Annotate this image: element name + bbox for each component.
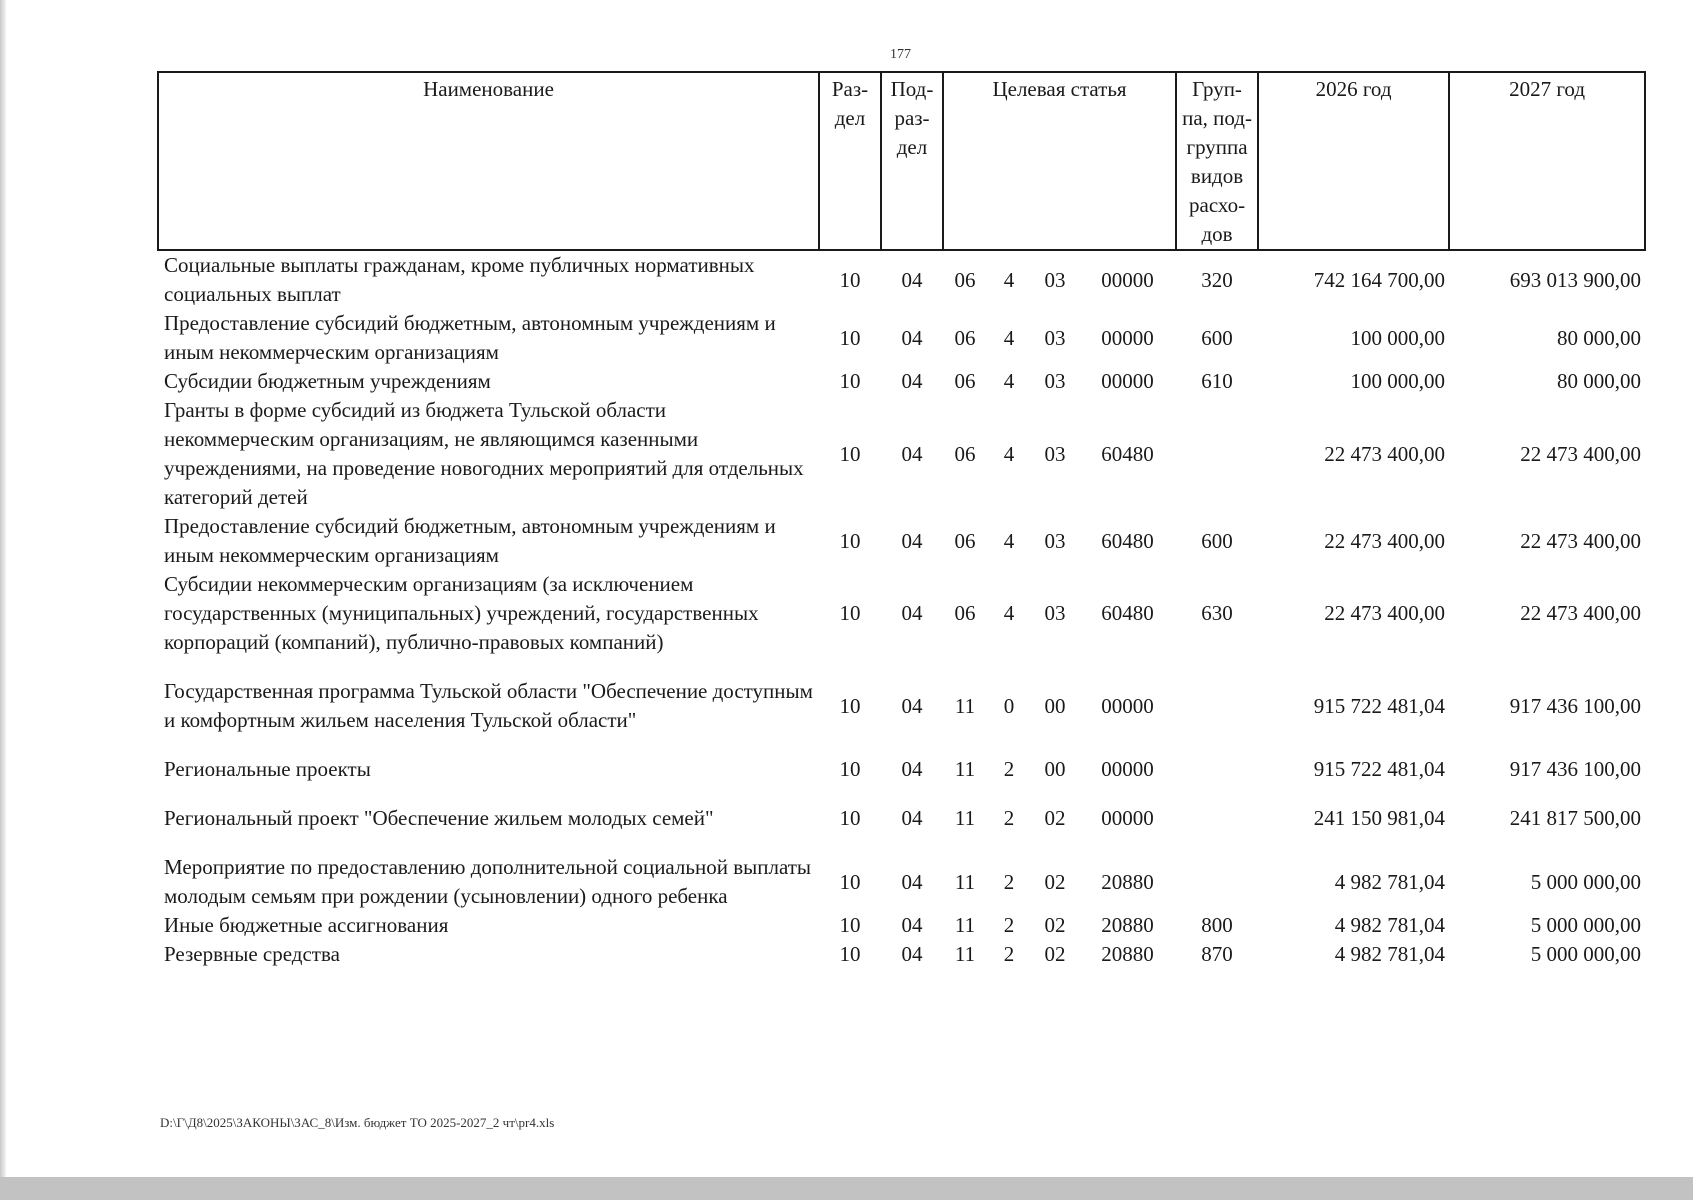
cell-target-direction: 20880 — [1101, 942, 1154, 966]
header-year-2026: 2026 год — [1258, 72, 1449, 250]
cell-target-type: 4 — [1003, 528, 1015, 553]
cell-target-program: 11 — [954, 693, 976, 718]
table-row — [158, 735, 1645, 784]
cell-amount-2026: 241 150 981,04 — [1313, 806, 1446, 830]
header-podrazdel: Под- раз- дел — [881, 72, 943, 250]
cell-razdel: 10 — [839, 601, 861, 625]
cell-razdel: 10 — [839, 441, 861, 466]
cell-amount-2027: 22 473 400,00 — [1520, 528, 1642, 553]
cell-podrazdel: 04 — [901, 942, 923, 966]
cell-target-element: 03 — [1044, 267, 1066, 292]
table-row — [158, 512, 1645, 570]
cell-target-type: 2 — [1003, 913, 1015, 937]
cell-target-direction: 00000 — [1101, 757, 1154, 781]
table-row — [158, 570, 1645, 657]
cell-expense-group: 870 — [1201, 942, 1233, 966]
cell-name: Региональные проекты — [164, 757, 371, 781]
cell-target-program: 11 — [954, 869, 976, 894]
table-row — [158, 940, 1645, 969]
cell-razdel: 10 — [839, 913, 861, 937]
cell-target-element: 03 — [1044, 441, 1066, 466]
cell-amount-2026: 742 164 700,00 — [1313, 267, 1446, 292]
cell-target-program: 06 — [954, 601, 976, 625]
cell-podrazdel: 04 — [901, 369, 923, 393]
cell-amount-2027: 80 000,00 — [1557, 369, 1642, 393]
cell-target-element: 03 — [1044, 325, 1066, 350]
cell-target-type: 2 — [1003, 757, 1015, 781]
cell-target-program: 11 — [954, 913, 976, 937]
cell-target-element: 02 — [1044, 806, 1066, 830]
cell-name: Предоставление субсидий бюджетным, автономным учреждениям и иным некоммерческим организациям — [164, 514, 776, 567]
cell-target-program: 11 — [954, 806, 976, 830]
table-row — [158, 657, 1645, 735]
cell-target-program: 06 — [954, 369, 976, 393]
cell-target-type: 4 — [1003, 325, 1015, 350]
cell-amount-2027: 5 000 000,00 — [1530, 942, 1642, 966]
cell-name: Социальные выплаты гражданам, кроме публичных нормативных социальных выплат — [164, 253, 755, 306]
table-row — [158, 833, 1645, 911]
footer-file-path: D:\Г\Д8\2025\ЗАКОНЫ\ЗАС_8\Изм. бюджет ТО 2025-2027_2 чт\pr4.xls — [160, 1115, 555, 1130]
cell-amount-2026: 4 982 781,04 — [1334, 869, 1446, 894]
cell-amount-2027: 22 473 400,00 — [1520, 441, 1642, 466]
cell-name: Субсидии некоммерческим организациям (за исключением государственных (муниципальных) учреждений, государственных корпораций (компаний), публично-правовых компаний) — [164, 572, 759, 654]
cell-amount-2026: 100 000,00 — [1350, 369, 1446, 393]
cell-target-program: 06 — [954, 441, 976, 466]
cell-target-direction: 00000 — [1101, 693, 1154, 718]
cell-name: Субсидии бюджетным учреждениям — [164, 369, 491, 393]
cell-razdel: 10 — [839, 806, 861, 830]
cell-name: Предоставление субсидий бюджетным, автономным учреждениям и иным некоммерческим организациям — [164, 311, 776, 364]
cell-target-type: 4 — [1003, 267, 1015, 292]
cell-target-element: 02 — [1044, 869, 1066, 894]
table-row — [158, 250, 1645, 309]
cell-razdel: 10 — [839, 267, 861, 292]
cell-razdel: 10 — [839, 325, 861, 350]
cell-razdel: 10 — [839, 369, 861, 393]
cell-target-direction: 20880 — [1101, 913, 1154, 937]
cell-target-direction: 60480 — [1101, 601, 1154, 625]
cell-podrazdel: 04 — [901, 267, 923, 292]
cell-name: Резервные средства — [164, 942, 340, 966]
cell-podrazdel: 04 — [901, 441, 923, 466]
cell-target-element: 02 — [1044, 913, 1066, 937]
page-number: 177 — [890, 47, 911, 62]
cell-amount-2026: 915 722 481,04 — [1313, 693, 1446, 718]
cell-razdel: 10 — [839, 528, 861, 553]
cell-target-type: 2 — [1003, 869, 1015, 894]
cell-target-type: 2 — [1003, 942, 1015, 966]
table-row — [158, 396, 1645, 512]
cell-target-program: 06 — [954, 528, 976, 553]
cell-razdel: 10 — [839, 693, 861, 718]
cell-name: Государственная программа Тульской области "Обеспечение доступным и комфортным жильем населения Тульской области" — [164, 679, 813, 732]
table-row — [158, 367, 1645, 396]
cell-amount-2026: 22 473 400,00 — [1324, 441, 1446, 466]
table-body — [158, 250, 1645, 969]
table-header-row — [158, 72, 1645, 250]
table-row — [158, 309, 1645, 367]
cell-target-element: 03 — [1044, 601, 1066, 625]
cell-amount-2026: 915 722 481,04 — [1313, 757, 1446, 781]
cell-target-type: 4 — [1003, 601, 1015, 625]
header-razdel: Раз- дел — [819, 72, 881, 250]
table-row — [158, 784, 1645, 833]
cell-expense-group — [1176, 657, 1258, 735]
cell-expense-group: 600 — [1201, 325, 1233, 350]
cell-expense-group — [1176, 833, 1258, 911]
table-row — [158, 911, 1645, 940]
cell-name: Иные бюджетные ассигнования — [164, 913, 449, 937]
cell-target-direction: 60480 — [1101, 528, 1154, 553]
cell-razdel: 10 — [839, 757, 861, 781]
cell-target-direction: 00000 — [1101, 267, 1154, 292]
header-target-article: Целевая статья — [943, 72, 1176, 250]
cell-amount-2027: 241 817 500,00 — [1509, 806, 1642, 830]
cell-target-direction: 00000 — [1101, 369, 1154, 393]
cell-podrazdel: 04 — [901, 806, 923, 830]
cell-amount-2027: 22 473 400,00 — [1520, 601, 1642, 625]
cell-target-program: 06 — [954, 267, 976, 292]
page-bottom-band — [0, 1177, 1693, 1200]
cell-expense-group: 320 — [1201, 267, 1233, 292]
cell-target-type: 2 — [1003, 806, 1015, 830]
cell-target-type: 4 — [1003, 441, 1015, 466]
header-name: Наименование — [158, 72, 819, 250]
cell-expense-group — [1176, 735, 1258, 784]
cell-amount-2027: 80 000,00 — [1557, 325, 1642, 350]
cell-name: Мероприятие по предоставлению дополнительной социальной выплаты молодым семьям при рождении (усыновлении) одного ребенка — [164, 855, 812, 908]
budget-table — [157, 71, 1646, 969]
cell-amount-2026: 22 473 400,00 — [1324, 528, 1446, 553]
cell-target-direction: 20880 — [1101, 869, 1154, 894]
cell-target-element: 00 — [1044, 757, 1066, 781]
header-year-2027: 2027 год — [1449, 72, 1645, 250]
header-expense-group: Груп- па, под- группа видов расхо- дов — [1176, 72, 1258, 250]
cell-expense-group: 600 — [1201, 528, 1233, 553]
cell-amount-2027: 5 000 000,00 — [1530, 869, 1642, 894]
cell-name: Гранты в форме субсидий из бюджета Тульской области некоммерческим организациям, не являющимся казенными учреждениями, на проведение новогодних мероприятий для отдельных категорий детей — [164, 398, 804, 509]
cell-amount-2027: 917 436 100,00 — [1509, 757, 1642, 781]
cell-expense-group: 800 — [1201, 913, 1233, 937]
cell-amount-2026: 4 982 781,04 — [1334, 913, 1446, 937]
cell-target-element: 02 — [1044, 942, 1066, 966]
cell-podrazdel: 04 — [901, 528, 923, 553]
cell-target-program: 11 — [954, 757, 976, 781]
cell-target-type: 0 — [1003, 693, 1015, 718]
cell-target-program: 11 — [954, 942, 976, 966]
cell-target-type: 4 — [1003, 369, 1015, 393]
cell-amount-2026: 4 982 781,04 — [1334, 942, 1446, 966]
cell-expense-group — [1176, 396, 1258, 512]
cell-target-direction: 00000 — [1101, 806, 1154, 830]
cell-podrazdel: 04 — [901, 601, 923, 625]
cell-target-element: 03 — [1044, 369, 1066, 393]
cell-razdel: 10 — [839, 869, 861, 894]
cell-amount-2026: 100 000,00 — [1350, 325, 1446, 350]
cell-expense-group: 610 — [1201, 369, 1233, 393]
cell-amount-2027: 5 000 000,00 — [1530, 913, 1642, 937]
cell-amount-2026: 22 473 400,00 — [1324, 601, 1446, 625]
cell-target-element: 03 — [1044, 528, 1066, 553]
cell-razdel: 10 — [839, 942, 861, 966]
cell-podrazdel: 04 — [901, 757, 923, 781]
page-left-edge-shadow — [0, 0, 6, 1180]
cell-target-program: 06 — [954, 325, 976, 350]
cell-target-element: 00 — [1044, 693, 1066, 718]
cell-podrazdel: 04 — [901, 869, 923, 894]
cell-amount-2027: 917 436 100,00 — [1509, 693, 1642, 718]
cell-target-direction: 60480 — [1101, 441, 1154, 466]
cell-expense-group — [1176, 784, 1258, 833]
cell-expense-group: 630 — [1201, 601, 1233, 625]
cell-name: Региональный проект "Обеспечение жильем молодых семей" — [164, 806, 714, 830]
cell-amount-2027: 693 013 900,00 — [1509, 267, 1642, 292]
cell-podrazdel: 04 — [901, 913, 923, 937]
cell-target-direction: 00000 — [1101, 325, 1154, 350]
cell-podrazdel: 04 — [901, 693, 923, 718]
cell-podrazdel: 04 — [901, 325, 923, 350]
